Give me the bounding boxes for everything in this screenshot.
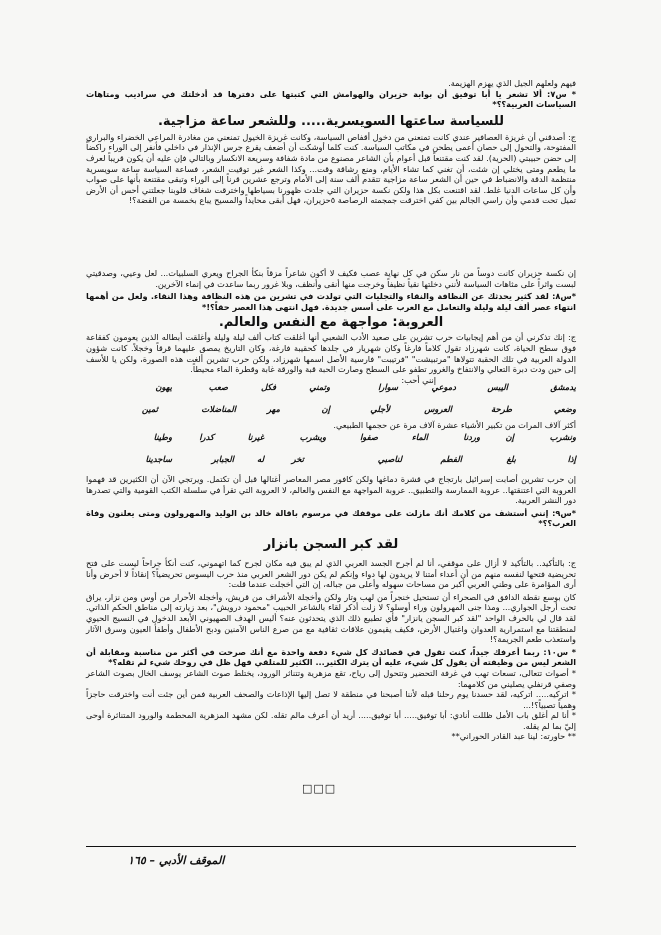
- answer-10-part-3: * أنا لم أغلق باب الأمل ظللت أنادي: أبا توفيق..... أبا توفيق..... أريد أن أعرف مالم تقله. لكن مشهد المزهرية المحطمة والورود المتناثرة أوحى إليّ بما لم يقله.: [86, 710, 576, 731]
- poem-word: كدرا: [199, 432, 214, 442]
- poem-word: دموعي: [431, 382, 456, 392]
- article-section-3: [86, 474, 576, 742]
- poem-word: تخر: [291, 454, 304, 464]
- answer-10-part-2: * اتركيه..... اتركيه، لقد حسدنا يوم رحلنا قبله لأننا أصبحنا في منطقة لا تصل إليها الإذاعات والصحف العربية فمن أين جئت أنت واخترقت حاجزاً وهمياً تصبياً؟!...: [86, 689, 576, 710]
- question-7: * س٧: ألا تشعر يا أبا توفيق أن بوابة حزيران والهوامش التي كتبتها على دفترها قد أدخلتك في سراديب ومتاهات السياسات العربية؟؟*: [86, 88, 577, 110]
- poem-word: الفطم: [440, 454, 462, 464]
- paragraph-october-war: إن حرب تشرين أصابت إسرائيل بارتجاج في قشرة دماغها ولكن كافور مصر المعاصر أغتالها قبل أن تكتمل. ويرتجي الآن أن الكثيرين قد فهموا العروبة التي اعتنقتها.. عروبة الممارسة والتطبيق.. عروبة المواجهة مع النفس والعالم، لا العروبة التي تقرأ في سلسلة الكتب القومية والتي تصدرها دور النشر العربية.: [86, 474, 576, 506]
- poem-word: له: [256, 454, 264, 464]
- poem-word: صعب: [208, 382, 228, 392]
- footer-dash: –: [149, 854, 156, 867]
- answer-9: ج: بالتأكيد.. بالتأكيد لا أزال على موقفي، أنا لم أجرح الجسد العربي الذي لم يبق فيه مكان لجرح كما اتهموني، كنت أنكأ جراحاً ليست على فتح تحريضية فتحها لنفسه منهم من أن أعداء أمتنا لا يريدون لها دواء وإنكم لم يكن دور الشعر العربي منذ حرب اليسوس تحريضياً؟ إنقاذاً لا أحرض وأنا أرى المؤامرة على وطني العربي أكبر من مساحات سهوله وأعلى من جباله، إن التي أخجلت عندما قلت:: [86, 557, 576, 590]
- page-footer: [128, 854, 224, 867]
- poem-word: إن: [505, 432, 514, 442]
- poem-1: [86, 382, 576, 422]
- question-10: * س١٠: ربما أعرفك جيداً، كنت تقول في قصائدك كل شيء دفعة واحدة مع أنك صرحت في أكثر من مناسبة ومقابلة أن الشعر ليس من وظيفته أن يقول كل شيء، عليه أن يترك الكثير... الكثير للمتلقي فهل ظل في روحك شيء لم تقله؟*: [86, 646, 576, 668]
- heading-arabism: العروبة: مواجهة مع النفس والعالم.: [218, 315, 444, 331]
- interview-credit: ** حاورته: لينا عبد القادر الحوراني**: [451, 731, 576, 742]
- poem-word: وتمني: [309, 382, 330, 392]
- poem-word: الماء: [411, 432, 428, 442]
- poem-2: [86, 432, 576, 474]
- poem-word: يدمشق: [550, 382, 576, 392]
- poem-word: طرحة: [491, 404, 512, 414]
- poem-word: إذا: [567, 454, 576, 464]
- poem-word: مهر: [267, 404, 280, 414]
- answer-8: ج: إنك تذكرني أن من أهم إيجابيات حرب تشرين على صعيد الأدب الشعبي أنها أغلقت كتاب ألف ليلة وليلة وأغلقت أبطاله الذين يعومون كفقاعة فوق سطح الحياة، كانت شهرزاد تقول كلاماً فارغاً وكان شهريار في جلدها كحقيبة فارغة، وكان التاريخ يمصق عليهما قرقاً وخجلاً. كانت شؤون الدولة العربية في تلك الحقبة تتولاها "مرتبيشت" "فرتيبت" فارسية الأصل اسمها شهرزاد، ولكن حرب تشرين ألغت هذه الصورة، ولكن يا للأسف إلى حين ودت دبرة التعالي والانتفاخ والغرور تطفو على السطح وصارت الحبة قبة والورقة غابة وقطرة الماء محيطاً.: [86, 332, 576, 375]
- poem-word: وضعي: [553, 404, 576, 414]
- question-8: *س٨: لقد كثير يحدثك عن النظافة والنقاء والتجليات التي تولدت في تشرين من هذه النظافة وهذا النقاء. ولعل من أهمها انتهاء عصر ألف ليلة وليلة والتعامل مع العرب على أسس جديدة. فهل انتهى هذا العصر حقاً؟!*: [86, 291, 576, 312]
- poem-word: ثمين: [141, 404, 158, 414]
- poem-mid-line: أكثر آلاف المرات من تكبير الأشياء عشرة آلاف مرة عن حجمها الطبيعي.: [333, 420, 576, 430]
- question-9: *س٩: إنني أستشف من كلامك أنك مازلت على موقفك في مرسوم باقالة خالد بن الوليد والمهرولون ومتى يعلنون وفاة العرب؟؟*: [86, 507, 576, 529]
- paragraph-oslo: كان بوسع نقطة الدافق في الصحراء أن تستحيل خنجراً من لهب وتار ولكن وأخجلة الأشراف من قريش، وأخجلة الأحرار من أوس ومن نزار، يراق تحت أرجل الجواري... ومذا جنى المهرولون وراء أوسلو؟ لا زلت أذكر لقاء بالشاعر الحبيب "محمود درويش"، بعد زيارته إلى مناطق الحكم الذاتي. لقد قال لي بالحرف الواحد "لقد كبر السجن يانزار" فأي تطبيع ذلك الذي يتحدثون عنه؟ أليس الهدف الصهيوني الأبعد الدخول في النسيج الحيوي لمنطقتنا مع استمرارية العدوان واغتيال الأرض، فكيف يقيمون علاقات ثقافية مع من صرع الناس الآمنين ودبح الأطفال وأطفأ العيون وسرق الآثار واستعذب طعم الجريمة؟!: [86, 591, 576, 645]
- poem-word: ساجدينا: [145, 454, 172, 464]
- poem-word: فكل: [261, 382, 276, 392]
- poem-word: اليبس: [487, 382, 508, 392]
- poem-intro: إنني أحب:: [401, 374, 436, 385]
- poem-mid-wrap: [86, 420, 576, 431]
- poem-word: العروس: [424, 404, 452, 414]
- heading-politics-poetry: للسياسة ساعتها السويسرية..... وللشعر ساعة مزاجية.: [157, 113, 505, 129]
- poem-word: ويشرب: [299, 432, 326, 442]
- paragraph-nakba: إن نكسة حزيران كانت دوساً من نار سكن في كل نهاية عصب فكيف لا أكون شاعراً مزقاً بنكأ الجراح ويعري السلبيات... لعل وعيي، وصدقيتي لبست واثراً على مثاهات السياسة لأنني دخلتها نقياً نظيفاً وخرجت منها أنقى وأنظف، وبلا غرور ربما ساعدت في إنماء الآخرين.: [86, 268, 576, 289]
- top-line: فيهم ولعلهم الجيل الذي يهزم الهزيمة.: [448, 78, 576, 88]
- poem-word: غيرنا: [247, 432, 264, 442]
- answer-7: ج: أصدقني أن غريزة العصافير عندي كانت تمنعني من دخول أقفاص السياسة، وكانت غريزة الخيول تمنعني من مغادرة المراعي الخضراء والبراري المفتوحة، والتحول إلى حصان أعمى يطحن في مكاتب السياسة. كنت كلما أوشكت أن أضعف يقرع جرس الإنذار في داخلي فأنفر إلى الوراء راكضاً إلى حضن حبيبتي (الحرية). لقد كنت مقتنعاً قبل أعوام بأن الشاعر مصنوع من مادة شفافة وسريعة الانكسار وبالتالي فإن عليه أن يكون قريباً لعرف ما يطعم ومتى يختلي إن شئت، أن تغني كما تشاء الأيام، ومنع رشاقة وقت... وكذا الشعر غير توقيت الشعر، فساعة السياسة ساعة سويسرية منتظمة الدقة والانضباط في حين أن الشعر ساعة مزاجية تتقدم ألف سنة إلى الأمام وترجع عشرين قرناً إلى الوراء وتبقى مقتنعة بأنها على صواب وأن كل ساعات الدنيا غلط. لقد اقتنعت بكل هذا ولكن نكسة حزيران التي جلدت ظهورنا بسياطها واخترقت شغاف قلوبنا جعلتني أحس أن الأرض تميل تحت قدمي وأن راسي الجالم بين كفي اخترقت جمجمته الرصاصة ٥حزيران، فهل أبقى محايداً والمسيح يباع بخمسة من الفضة؟!: [86, 131, 576, 206]
- poem-word: سوارا: [377, 382, 398, 392]
- poem-word: إن: [321, 404, 330, 414]
- poem-word: لأجلي: [370, 404, 390, 414]
- poem-word: بلغ: [506, 454, 516, 464]
- section-end-squares: □□□: [302, 782, 337, 795]
- poem-word: وردنا: [463, 432, 480, 442]
- poem-word: لناصبي: [377, 454, 402, 464]
- poem-word: ونشرب: [549, 432, 576, 442]
- journal-title: الموقف الأدبي: [158, 854, 225, 867]
- footer-divider: [86, 846, 576, 847]
- poem-word: وطينا: [153, 432, 172, 442]
- answer-10-part-1: * أصوات تتعالى، تسعات تهب في غرفة التحضير وتتحول إلى رياح، تقع مزهرية وتتناثر الورود، يختلط صوت الشاعر يوسف الخال بصوت الشاعر وصفي قرنفلي يصليني من كلامهما:: [86, 667, 576, 689]
- poem-word: صفوا: [359, 432, 378, 442]
- article-top: [86, 78, 576, 206]
- poem-word: الجبابر: [211, 454, 234, 464]
- poem-word: يهون: [155, 382, 172, 392]
- article-section-2: [86, 268, 576, 385]
- heading-prison: لقد كبر السجن بانزار: [263, 536, 399, 552]
- poem-word: المناضلات: [201, 404, 236, 414]
- page-number: ١٦٥: [128, 854, 146, 867]
